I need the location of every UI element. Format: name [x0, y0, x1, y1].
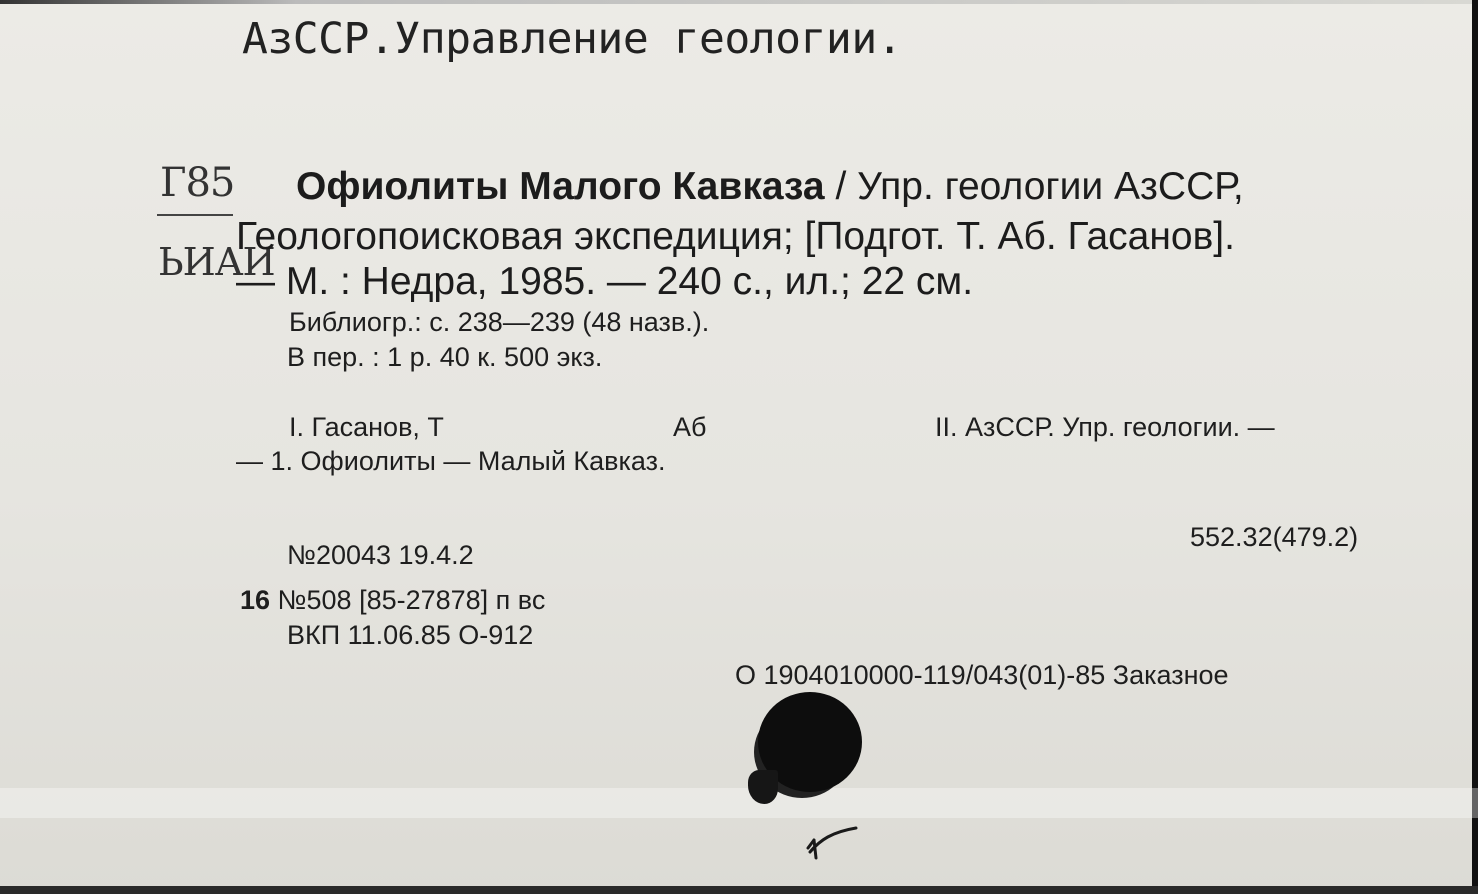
- price-note: В пер. : 1 р. 40 к. 500 экз.: [287, 342, 603, 372]
- added-entry-1-initials: Аб: [673, 412, 707, 442]
- publication-line: — М. : Недра, 1985. — 240 с., ил.; 22 см.: [236, 260, 974, 303]
- order-code: О 1904010000-119/043(01)-85 Заказное: [735, 660, 1229, 690]
- card-header: АзССР.Управление геологии.: [242, 14, 903, 64]
- subject-heading: — 1. Офиолиты — Малый Кавказ.: [236, 446, 666, 476]
- card-light-band: [0, 788, 1478, 818]
- call-number-divider: [157, 214, 233, 216]
- bibliography-note: Библиогр.: с. 238—239 (48 назв.).: [289, 307, 710, 337]
- call-number-bottom: ЬИАИ: [158, 240, 275, 284]
- responsibility: / Упр. геологии АзССР,: [824, 165, 1244, 208]
- udc-code: 552.32(479.2): [1190, 522, 1359, 552]
- card-right-edge: [1472, 0, 1478, 894]
- punch-hole-tear: [748, 770, 778, 804]
- card-bottom-edge: [0, 886, 1478, 894]
- book-title: Офиолиты Малого Кавказа: [296, 165, 825, 208]
- print-info: [240, 585, 545, 616]
- record-number: №20043 19.4.2: [287, 540, 474, 570]
- handwritten-mark-icon: [802, 818, 862, 868]
- title-line: [296, 165, 1244, 209]
- vkp-line: ВКП 11.06.85 О-912: [287, 620, 534, 650]
- call-number-top: Г85: [160, 160, 235, 206]
- print-prefix: 16: [240, 585, 271, 615]
- print-order: №508 [85-27878] п вс: [270, 585, 546, 615]
- card-top-edge: [0, 0, 1478, 4]
- added-entry-1: I. Гасанов, Т: [289, 412, 444, 442]
- added-entry-2: II. АзССР. Упр. геологии. —: [935, 412, 1275, 442]
- responsibility-line: Геологопоисковая экспедиция; [Подгот. Т. Аб. Гасанов].: [236, 215, 1235, 258]
